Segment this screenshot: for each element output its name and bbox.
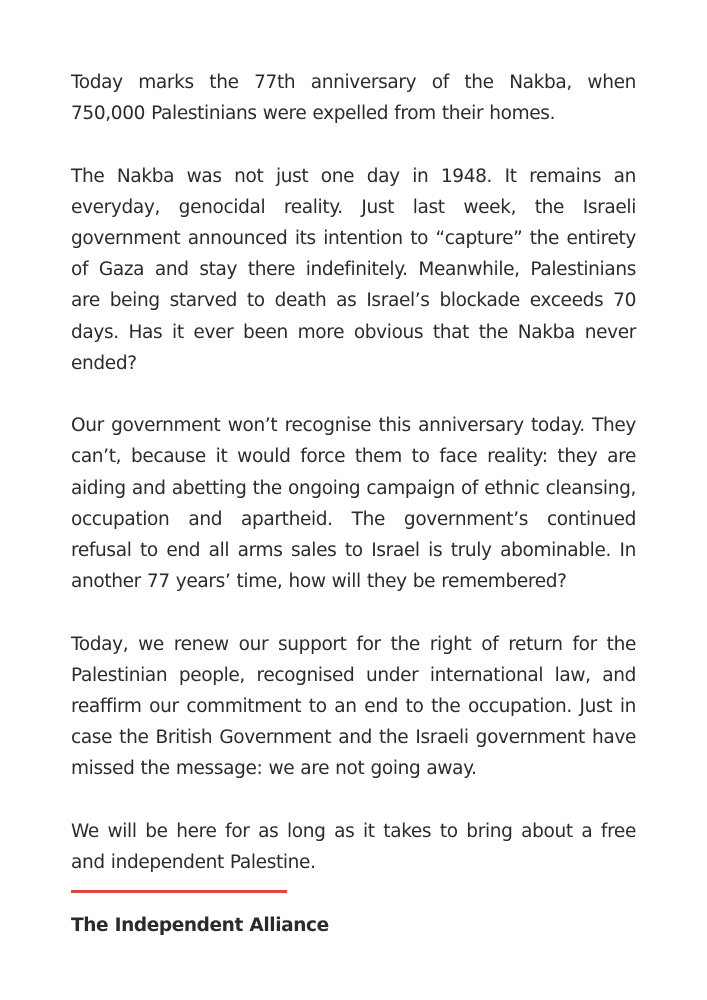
signature-divider bbox=[71, 890, 287, 893]
paragraph-nakba-ongoing: The Nakba was not just one day in 1948. It remains an everyday, genocidal reality. Just last week, the Israeli government announced its intention to “capture” the entirety of Gaza and stay there indefinitely. Meanwhile, Palestinians are being starved to death as Israel’s blockade exceeds 70 days. Has it ever been more obvious that the Nakba never ended? bbox=[71, 165, 636, 374]
paragraph-right-of-return: Today, we renew our support for the right of return for the Palestinian people, recognised under international law, and reaffirm our commitment to an end to the occupation. Just in case the British Government and the Israeli government have missed the message: we are not going away. bbox=[71, 633, 636, 780]
paragraph-anniversary: Today marks the 77th anniversary of the Nakba, when 750,000 Palestinians were expelled from their homes. bbox=[71, 72, 636, 125]
paragraph-free-palestine: We will be here for as long as it takes to bring about a free and independent Palestine. bbox=[71, 820, 636, 874]
statement-document bbox=[71, 67, 636, 941]
signature: The Independent Alliance bbox=[71, 915, 329, 937]
paragraph-government-response: Our government won’t recognise this anniversary today. They can’t, because it would force them to face reality: they are aiding and abetting the ongoing campaign of ethnic cleansing, occupation and apartheid. The government’s continued refusal to end all arms sales to Israel is truly abominable. In another 77 years’ time, how will they be remembered? bbox=[71, 415, 636, 593]
